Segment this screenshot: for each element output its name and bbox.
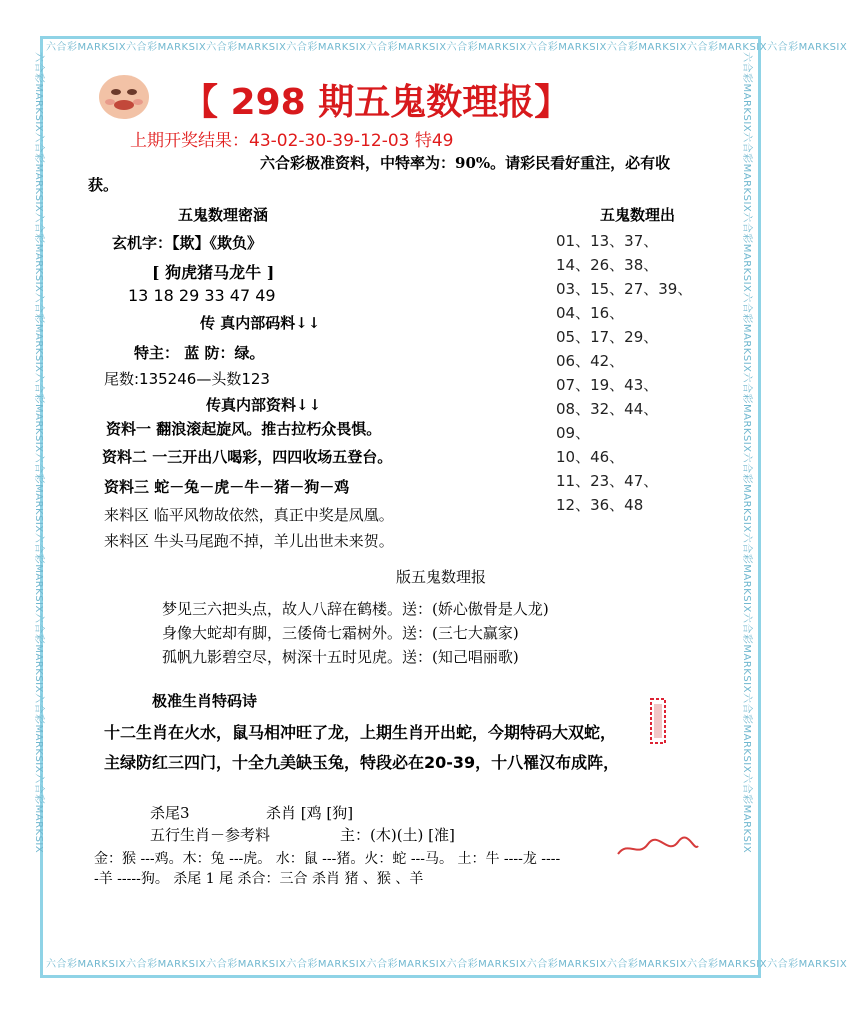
fax-heading-1: 传 真内部码料↓↓ — [200, 314, 321, 332]
number-row: 03、15、27、39、 — [556, 280, 693, 298]
mascot-face-icon — [96, 72, 152, 122]
number-row: 10、46、 — [556, 448, 625, 466]
number-row: 06、42、 — [556, 352, 625, 370]
watermark-left: 六合彩MARKSIX六合彩MARKSIX六合彩MARKSIX六合彩MARKSIX六合彩MARKSIX六合彩MARKSIX六合彩MARKSIX六合彩MARKSIX六合彩MARKSIX六合彩MARKSIX — [33, 52, 44, 854]
page-title: 【 298 期五鬼数理报】 — [182, 82, 571, 123]
poem-line-1: 十二生肖在火水，鼠马相冲旺了龙，上期生肖开出蛇，今期特码大双蛇， — [104, 723, 617, 742]
five-element-line-2: -羊 -----狗。 杀尾 1 尾 杀合：三合 杀肖 猪 、猴 、羊 — [94, 871, 424, 887]
poem-line-2: 主绿防红三四门，十全九美缺玉兔，特段必在20-39，十八罹汉布成阵， — [104, 753, 620, 772]
wuxing-text: 五行生肖－参考料 — [150, 826, 271, 844]
number-row: 14、26、38、 — [556, 256, 659, 274]
zodiac-list: [ 狗虎猪马龙牛 ] — [152, 263, 275, 282]
number-row: 12、36、48 — [556, 496, 644, 514]
ziliao-1: 资料一 翻浪滚起旋风。推古拉朽众畏惧。 — [106, 420, 382, 438]
laiiao-1: 来料区 临平风物故依然，真正中奖是凤凰。 — [104, 506, 394, 524]
zhu-text: 主：(木)(土) [准] — [340, 826, 455, 844]
weishu-text: 尾数:135246—头数123 — [104, 370, 270, 388]
red-seal-icon — [614, 836, 700, 860]
intro-line-2: 获。 — [88, 176, 119, 194]
number-row: 05、17、29、 — [556, 328, 659, 346]
shawei-text: 杀尾3 — [150, 804, 190, 822]
left-heading: 五鬼数理密涵 — [178, 206, 269, 224]
watermark-right: 六合彩MARKSIX六合彩MARKSIX六合彩MARKSIX六合彩MARKSIX六合彩MARKSIX六合彩MARKSIX六合彩MARKSIX六合彩MARKSIX六合彩MARKSIX六合彩MARKSIX — [741, 52, 752, 854]
ziliao-2: 资料二 一三开出八喝彩，四四收场五登台。 — [102, 448, 393, 466]
number-row: 07、19、43、 — [556, 376, 659, 394]
number-list: 13 18 29 33 47 49 — [128, 286, 276, 305]
number-row: 09、 — [556, 424, 591, 442]
five-element-line-1: 金：猴 ---鸡。木：兔 ---虎。 水：鼠 ---猪。火：蛇 ---马。 土：牛 ----龙 ---- — [94, 851, 561, 867]
number-row: 08、32、44、 — [556, 400, 659, 418]
intro-line-1: 六合彩极准资料，中特率为：90%。请彩民看好重注，必有收 — [260, 154, 671, 172]
number-row: 04、16、 — [556, 304, 625, 322]
laiiao-2: 来料区 牛头马尾跑不掉，羊儿出世未来贺。 — [104, 532, 394, 550]
watermark-top: 六合彩MARKSIX六合彩MARKSIX六合彩MARKSIX六合彩MARKSIX六合彩MARKSIX六合彩MARKSIX六合彩MARKSIX六合彩MARKSIX六合彩MARKSIX六合彩MARKSIX — [46, 42, 847, 53]
poem-heading: 极准生肖特码诗 — [152, 692, 258, 710]
riddle-line: 身像大蛇却有脚，三倭倚七霜树外。送：(三七大赢家) — [162, 624, 519, 642]
number-row: 01、13、37、 — [556, 232, 659, 250]
red-stamp-icon — [650, 698, 666, 744]
xuanji-text: 玄机字：【欺】《欺负》 — [112, 234, 263, 252]
right-heading: 五鬼数理出 — [600, 206, 676, 224]
riddle-line: 梦见三六把头点，故人八辞在鹤楼。送：(娇心傲骨是人龙) — [162, 600, 549, 618]
last-draw-result: 上期开奖结果：43-02-30-39-12-03 特49 — [130, 131, 454, 151]
watermark-bottom: 六合彩MARKSIX六合彩MARKSIX六合彩MARKSIX六合彩MARKSIX六合彩MARKSIX六合彩MARKSIX六合彩MARKSIX六合彩MARKSIX六合彩MARKSIX六合彩MARKSIX — [46, 959, 847, 970]
fax-heading-2: 传真内部资料↓↓ — [206, 396, 322, 414]
tezhu-text: 特主： 蓝 防：绿。 — [134, 344, 265, 362]
shaxiao-text: 杀肖 [鸡 [狗] — [266, 804, 354, 822]
riddle-line: 孤帆九影碧空尽，树深十五时见虎。送：(知己唱丽歌) — [162, 648, 519, 666]
ziliao-3: 资料三 蛇－兔－虎－牛－猪－狗－鸡 — [104, 478, 350, 496]
middle-heading: 版五鬼数理报 — [396, 568, 487, 586]
number-row: 11、23、47、 — [556, 472, 659, 490]
